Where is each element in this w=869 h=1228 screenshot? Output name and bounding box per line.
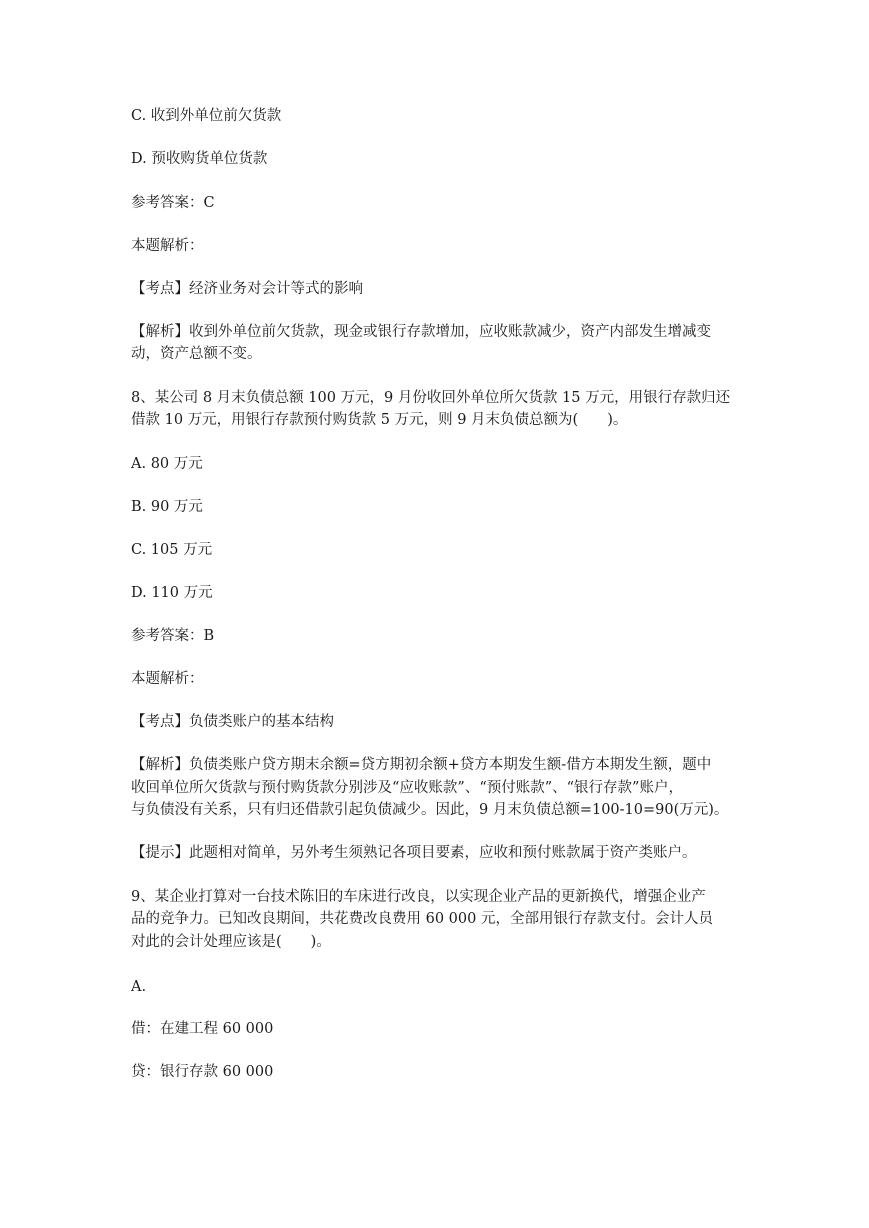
journal-credit-line: 贷：银行存款 60 000 (131, 1064, 274, 1080)
exam-point: 【考点】经济业务对会计等式的影响 (131, 281, 363, 297)
explanation-line: 【解析】负债类账户贷方期末余额=贷方期初余额+贷方本期发生额-借方本期发生额，题中 (131, 757, 712, 773)
answer-line: 参考答案：B (131, 628, 215, 644)
journal-debit-line: 借：在建工程 60 000 (131, 1021, 274, 1037)
question-8-line: 借款 10 万元，用银行存款预付购货款 5 万元，则 9 月末负债总额为( )。 (131, 412, 628, 428)
hint-line: 【提示】此题相对简单，另外考生须熟记各项目要素，应收和预付账款属于资产类账户。 (131, 845, 697, 861)
explanation-line: 与负债没有关系，只有归还借款引起负债减少。因此，9 月末负债总额=100-10=90(万元)。 (131, 802, 729, 818)
question-8-line: 8、某公司 8 月末负债总额 100 万元，9 月份收回外单位所欠货款 15 万元，用银行存款归还 (131, 390, 731, 406)
explanation-line: 动，资产总额不变。 (131, 346, 262, 362)
analysis-heading: 本题解析： (131, 238, 204, 254)
answer-line: 参考答案：C (131, 195, 215, 211)
explanation-line: 收回单位所欠货款与预付购货款分别涉及“应收账款”、“预付账款”、“银行存款”账户， (131, 780, 683, 796)
option-a: A. 80 万元 (131, 456, 203, 472)
question-9-line: 对此的会计处理应该是( )。 (131, 934, 331, 950)
option-a: A. (131, 979, 147, 995)
question-9-line: 9、某企业打算对一台技术陈旧的车床进行改良，以实现企业产品的更新换代，增强企业产 (131, 889, 706, 905)
option-c: C. 105 万元 (131, 542, 213, 558)
question-9-line: 品的竞争力。已知改良期间，共花费改良费用 60 000 元，全部用银行存款支付。会计人员 (131, 911, 713, 927)
option-d: D. 110 万元 (131, 585, 213, 601)
option-c: C. 收到外单位前欠货款 (131, 108, 282, 124)
exam-point: 【考点】负债类账户的基本结构 (131, 714, 334, 730)
option-d: D. 预收购货单位货款 (131, 151, 268, 167)
explanation-line: 【解析】收到外单位前欠货款，现金或银行存款增加，应收账款减少，资产内部发生增减变 (131, 324, 711, 340)
option-b: B. 90 万元 (131, 499, 203, 515)
analysis-heading: 本题解析： (131, 671, 204, 687)
